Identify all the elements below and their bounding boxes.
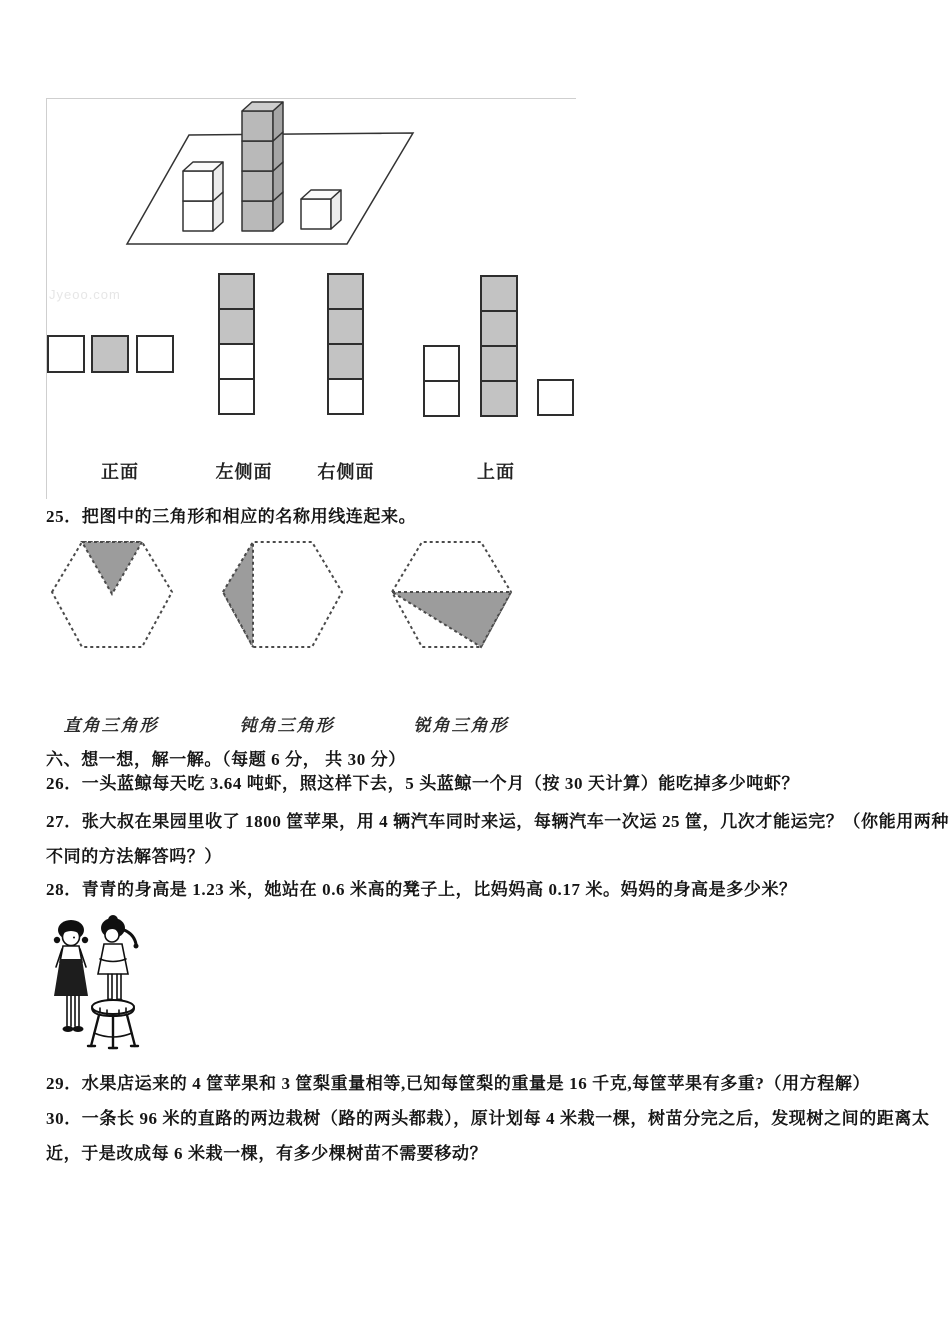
label-obtuse-triangle: 钝角三角形	[239, 716, 335, 735]
question-30-line2: 近，于是改成每 6 米栽一棵，有多少棵树苗不需要移动？	[46, 1144, 488, 1163]
hexagon-obtuse	[223, 542, 342, 647]
question-27-line1: 27．张大叔在果园里收了 1800 筐苹果，用 4 辆汽车同时来运，每辆汽车一次运 25 筐，几次才能运完？（你能用两种	[46, 812, 949, 831]
label-acute-triangle: 锐角三角形	[413, 716, 509, 735]
view-right-side	[328, 274, 363, 414]
question-25-text: 25．把图中的三角形和相应的名称用线连起来。	[46, 507, 417, 526]
gray-cube-stack	[242, 102, 283, 231]
cube-views-figure	[46, 98, 576, 499]
label-right-triangle: 直角三角形	[63, 716, 159, 735]
view-label-top: 上面	[477, 462, 515, 482]
cube-views-drawing	[47, 99, 576, 499]
view-label-front: 正面	[101, 462, 139, 482]
white-cube-stack	[183, 162, 223, 231]
question-26-text: 26．一头蓝鲸每天吃 3.64 吨虾，照这样下去，5 头蓝鲸一个月（按 30 天计算）能吃掉多少吨虾？	[46, 774, 800, 793]
hexagon-triangles-drawing	[40, 530, 520, 655]
view-left-side	[219, 274, 254, 414]
watermark: Jyeoo.com	[49, 287, 121, 302]
girl-standing	[54, 920, 88, 1032]
view-label-left-side: 左侧面	[215, 462, 273, 482]
question-28-text: 28．青青的身高是 1.23 米，她站在 0.6 米高的凳子上，比妈妈高 0.17 米。妈妈的身高是多少米？	[46, 880, 797, 899]
hexagon-right	[392, 542, 511, 647]
children-illustration	[44, 914, 144, 1054]
hexagon-acute	[52, 542, 172, 647]
girl-on-stool	[88, 915, 139, 1048]
view-top	[424, 276, 573, 416]
view-front	[48, 336, 173, 372]
view-label-right-side: 右侧面	[317, 462, 375, 482]
question-30-line1: 30．一条长 96 米的直路的两边栽树（路的两头都栽），原计划每 4 米栽一棵，树苗分完之后，发现树之间的距离太	[46, 1109, 930, 1128]
single-white-cube	[301, 190, 341, 229]
question-29-text: 29．水果店运来的 4 筐苹果和 3 筐梨重量相等,已知每筐梨的重量是 16 千克,每筐苹果有多重?（用方程解）	[46, 1074, 871, 1093]
section-6-header: 六、想一想，解一解。（每题 6 分， 共 30 分）	[46, 750, 406, 769]
question-27-line2: 不同的方法解答吗？）	[46, 847, 222, 866]
